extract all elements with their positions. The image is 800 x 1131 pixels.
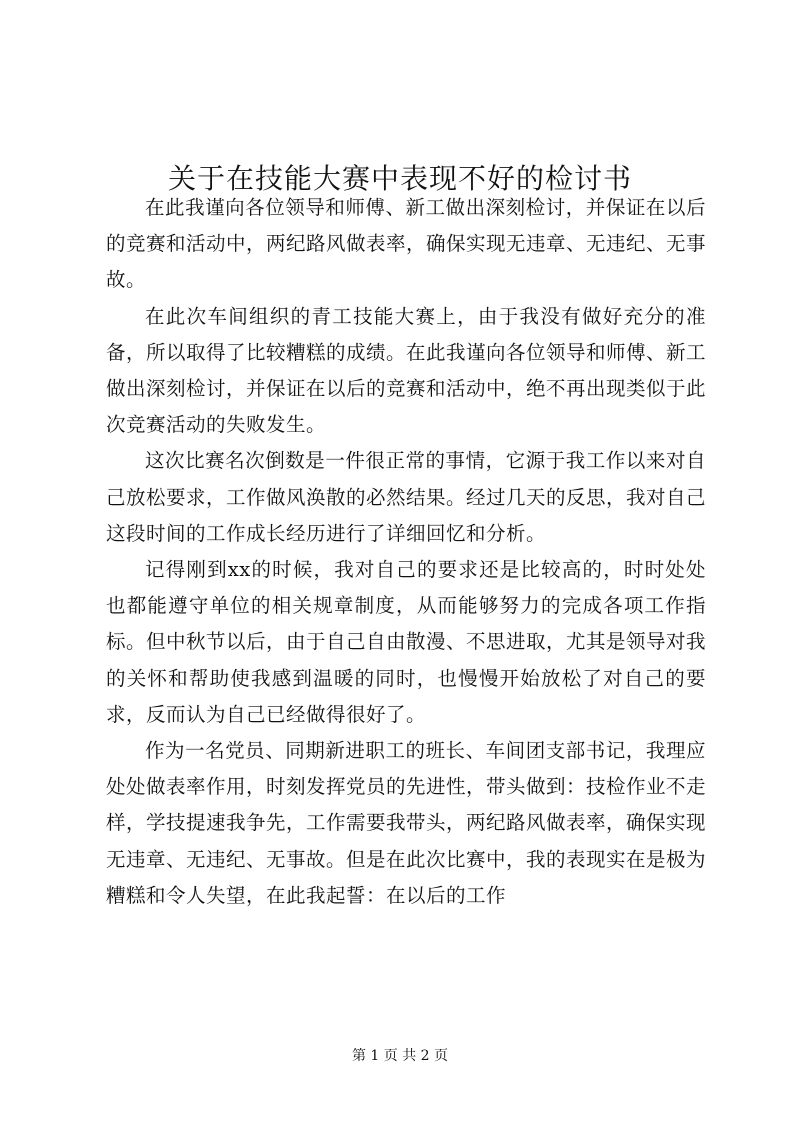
- paragraph: 作为一名党员、同期新进职工的班长、车间团支部书记，我理应处处做表率作用，时刻发挥党员的先进性，带头做到：技检作业不走样，学技提速我争先，工作需要我带头，两纪路风做表率，确保实现无违章、无违纪、无事故。但是在此次比赛中，我的表现实在是极为糟糕和令人失望，在此我起誓：在以后的工作: [106, 739, 707, 907]
- paragraph: 在此我谨向各位领导和师傅、新工做出深刻检讨，并保证在以后的竞赛和活动中，两纪路风做表率，确保实现无违章、无违纪、无事故。: [106, 196, 707, 292]
- paragraph: 在此次车间组织的青工技能大赛上，由于我没有做好充分的准备，所以取得了比较糟糕的成绩。在此我谨向各位领导和师傅、新工做出深刻检讨，并保证在以后的竞赛和活动中，绝不再出现类似于此次竞赛活动的失败发生。: [106, 304, 707, 437]
- document-title: 关于在技能大赛中表现不好的检讨书: [167, 161, 632, 195]
- document-body: [106, 190, 706, 914]
- paragraph: 这次比赛名次倒数是一件很正常的事情，它源于我工作以来对自己放松要求，工作做风涣散的必然结果。经过几天的反思，我对自己这段时间的工作成长经历进行了详细回忆和分析。: [106, 449, 707, 545]
- paragraph: 记得刚到xx的时候，我对自己的要求还是比较高的，时时处处也都能遵守单位的相关规章制度，从而能够努力的完成各项工作指标。但中秋节以后，由于自己自由散漫、不思进取，尤其是领导对我的关怀和帮助使我感到温暖的同时，也慢慢开始放松了对自己的要求，反而认为自己已经做得很好了。: [106, 558, 707, 726]
- page-number-footer: 第 1 页 共 2 页: [351, 1048, 449, 1064]
